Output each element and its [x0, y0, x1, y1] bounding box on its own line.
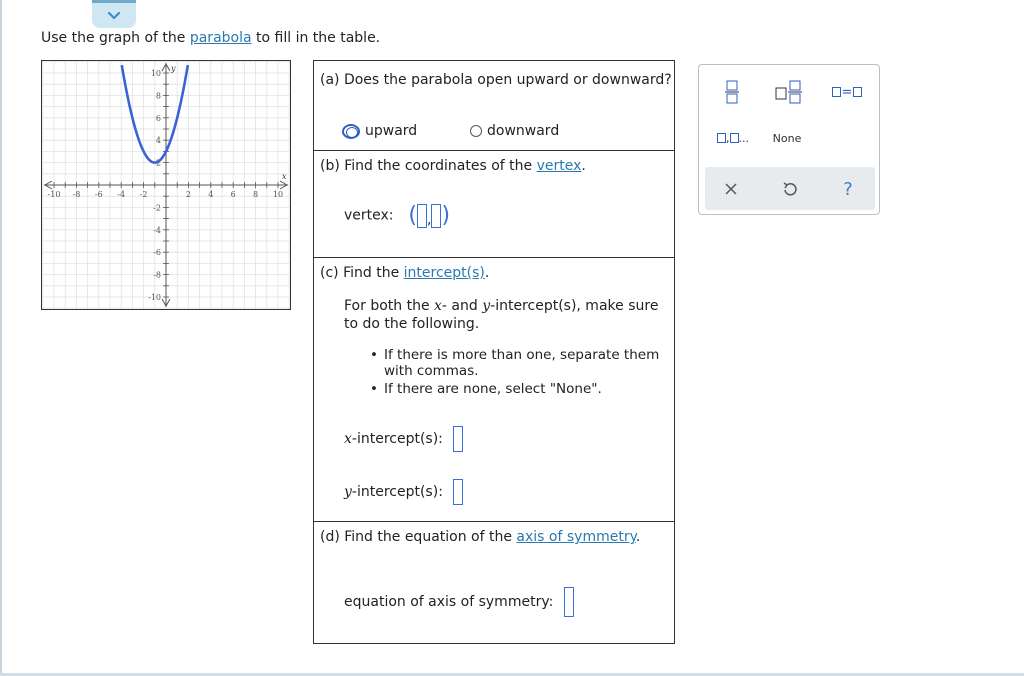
x-tick-label: 2 [185, 190, 191, 199]
mixed-number-icon [774, 79, 804, 105]
y-tick-label: -4 [153, 225, 161, 235]
graph-canvas [42, 61, 290, 309]
help-button[interactable] [834, 175, 862, 203]
x-tick-label: 6 [230, 190, 236, 199]
y-intercept-input[interactable] [453, 479, 463, 505]
x-tick-label: 4 [208, 190, 214, 199]
collapse-button[interactable] [92, 0, 136, 28]
fraction-icon [724, 79, 740, 105]
x-tick-label: -10 [47, 190, 61, 199]
radio-downward-label: downward [487, 123, 560, 139]
part-a-question: (a) Does the parabola open upward or downward? [320, 72, 672, 88]
close-icon [724, 182, 738, 196]
vertex-open-paren: ( [408, 203, 418, 228]
list-button[interactable] [711, 127, 755, 149]
list-comma: , [726, 131, 730, 145]
undo-icon [782, 181, 798, 197]
clear-button[interactable] [717, 175, 745, 203]
y-tick-label: 4 [155, 136, 161, 146]
question-table [313, 60, 675, 644]
y-tick-label: -10 [148, 293, 161, 302]
y-tick-label: 2 [155, 158, 161, 168]
mixed-number-button[interactable] [771, 77, 807, 107]
list-box-2 [730, 133, 739, 143]
problem-prompt [41, 30, 380, 46]
y-intercept-label: -intercept(s): [351, 484, 443, 500]
bullet-separate-commas [370, 347, 660, 379]
radio-upward-circle[interactable] [342, 124, 360, 139]
vertex-link[interactable]: vertex [536, 158, 582, 174]
x-tick-label: -4 [117, 190, 126, 199]
x-tick-label: -6 [94, 190, 103, 199]
intercepts-link[interactable]: intercept(s) [403, 265, 485, 281]
palette-action-bar [705, 167, 875, 210]
part-d-question [320, 529, 640, 545]
radio-upward-label: upward [365, 123, 418, 139]
instr-text-1: For both the [344, 298, 435, 314]
question-mark-icon: ? [843, 178, 853, 200]
list-ellipsis: ... [738, 131, 749, 145]
x-intercept-label: -intercept(s): [351, 431, 443, 447]
axis-answer-row [344, 587, 574, 617]
none-button[interactable]: None [772, 131, 802, 145]
vertex-label: vertex: [344, 207, 394, 224]
radio-downward[interactable] [470, 123, 559, 139]
part-c-cell [314, 258, 674, 522]
y-tick-label: 6 [155, 113, 161, 123]
radio-downward-circle[interactable] [470, 125, 482, 137]
instr-y-var: y [482, 298, 491, 314]
part-c-text-before: (c) Find the [320, 265, 404, 281]
axis-label: equation of axis of symmetry: [344, 594, 554, 610]
x-intercept-var: x [344, 431, 352, 447]
radio-upward[interactable] [342, 123, 417, 139]
equation-left-box [832, 87, 841, 97]
part-c-question [320, 265, 489, 281]
equation-button[interactable] [825, 77, 869, 107]
y-intercept-row [344, 479, 463, 505]
bullet-dot: • [370, 347, 378, 363]
bullet-none [370, 381, 602, 397]
fraction-button[interactable] [717, 77, 747, 107]
part-a-cell [314, 61, 674, 151]
y-tick-label: -6 [153, 248, 161, 258]
part-d-text-before: (d) Find the equation of the [320, 529, 517, 545]
math-palette [698, 64, 880, 215]
equation-right-box [853, 87, 862, 97]
vertex-y-input[interactable] [431, 204, 441, 228]
chevron-down-icon [107, 11, 121, 21]
x-axis-label: x [282, 172, 287, 181]
bullet-2-text: If there are none, select "None". [384, 381, 602, 397]
part-d-cell [314, 522, 674, 643]
bullet-1-line-1: If there is more than one, separate them [384, 347, 660, 363]
left-frame-border [0, 0, 2, 676]
vertex-close-paren: ) [441, 203, 451, 228]
x-tick-label: -2 [139, 190, 148, 199]
bullet-1-line-2: with commas. [384, 363, 479, 379]
parabola-graph [41, 60, 291, 310]
y-tick-label: -2 [153, 203, 161, 213]
x-tick-label: -8 [72, 190, 81, 199]
instr-text-3: -intercept(s), make sure [490, 298, 659, 314]
vertex-x-input[interactable] [417, 204, 427, 228]
x-intercept-row [344, 426, 463, 452]
equals-sign: = [841, 84, 853, 100]
part-b-cell [314, 151, 674, 258]
part-b-text-after: . [581, 158, 586, 174]
x-intercept-input[interactable] [453, 426, 463, 452]
y-axis-label: y [171, 64, 176, 73]
undo-button[interactable] [776, 175, 804, 203]
part-d-text-after: . [635, 529, 641, 545]
axis-of-symmetry-link[interactable]: axis of symmetry [516, 529, 636, 545]
instructions-line-2: to do the following. [344, 316, 480, 332]
part-c-text-after: . [484, 265, 490, 281]
instructions-line-1 [344, 298, 658, 314]
y-tick-label: -8 [153, 270, 161, 280]
part-b-text-before: (b) Find the coordinates of the [320, 158, 537, 174]
x-tick-label: 10 [272, 190, 284, 199]
instr-x-var: x [434, 298, 442, 314]
list-box-1 [717, 133, 726, 143]
instr-text-2: - and [441, 298, 483, 314]
parabola-link[interactable]: parabola [189, 30, 252, 46]
axis-of-symmetry-input[interactable] [564, 587, 574, 617]
y-intercept-var: y [344, 484, 352, 500]
y-tick-label: 10 [150, 69, 161, 78]
vertex-comma: , [427, 212, 432, 228]
part-b-question [320, 158, 586, 174]
prompt-text-before: Use the graph of the [41, 30, 190, 46]
prompt-text-after: to fill in the table. [251, 30, 381, 46]
vertex-answer-row [344, 203, 450, 228]
y-tick-label: 8 [155, 91, 161, 101]
x-tick-label: 8 [253, 190, 259, 199]
bullet-dot: • [370, 381, 378, 397]
